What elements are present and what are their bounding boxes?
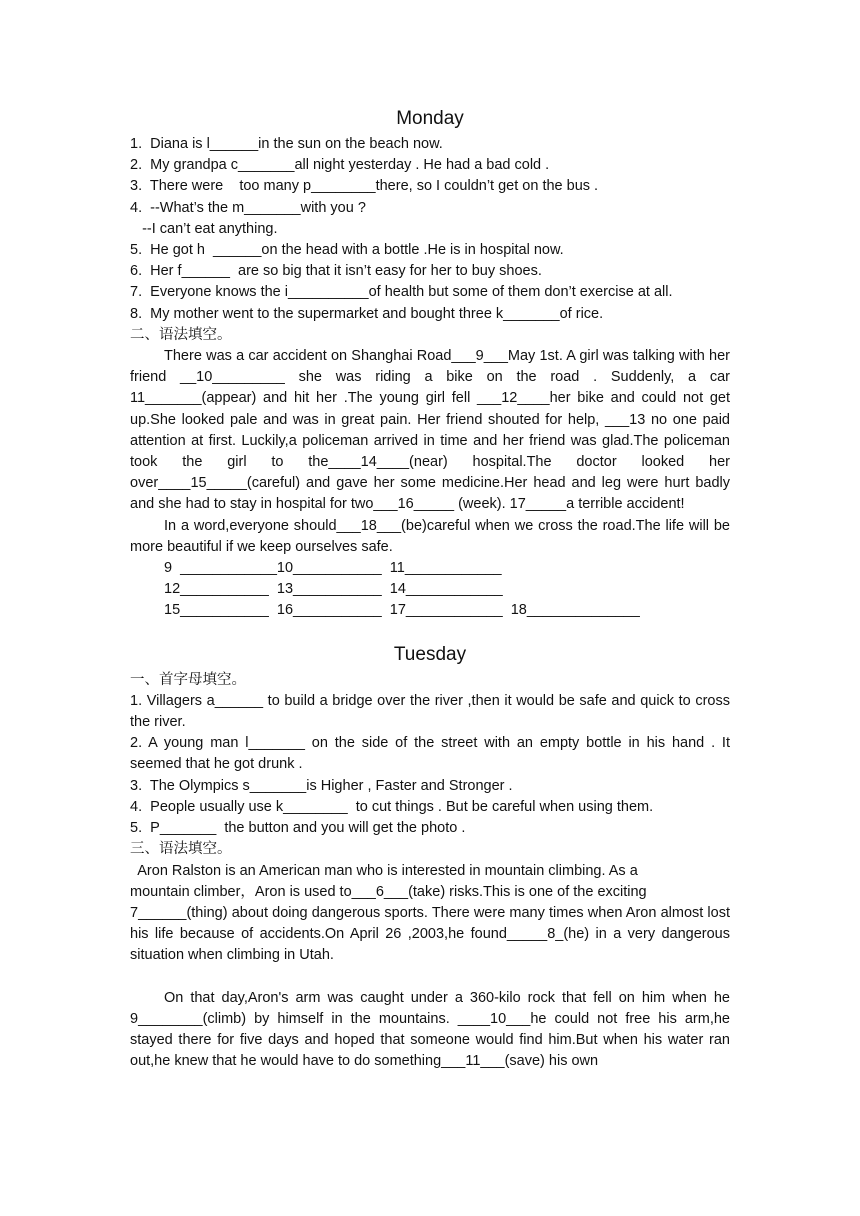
- monday-answer-row-2: 12___________ 13___________ 14____________: [164, 581, 503, 598]
- tuesday-item-4: 4. People usually use k________ to cut things . But be careful when using them.: [130, 798, 654, 815]
- monday-title: Monday: [396, 108, 464, 129]
- monday-cloze-paragraph-1: There was a car accident on Shanghai Road___9___May 1st. A girl was talking with her friend __10_________ she was riding a bike on the road . Suddenly, a car 11_______(appear) and hit her .The young girl fell ___12____her bike and could not get up.She looked pale and was in great pain. Her friend shouted for help, ___13 no one paid attention at first. Luckily,a policeman arrived in time and her friend was glad.The policeman took the girl to the____14____(near) hospital.The doctor looked her over____15_____(careful) and gave her some medicine.Her head and leg were hurt badly and she had to stay in hospital for two___16_____ (week). 17_____a terrible accident!: [130, 348, 730, 513]
- tuesday-section1-heading: 一、首字母填空。: [130, 671, 246, 688]
- monday-item-2: 2. My grandpa c_______all night yesterday . He had a bad cold .: [130, 157, 550, 174]
- monday-section2-heading: 二、语法填空。: [130, 326, 232, 343]
- tuesday-section3-heading: 三、语法填空。: [130, 841, 232, 858]
- tuesday-cloze-line-2: mountain climber，Aron is used to___6___(take) risks.This is one of the exciting: [130, 883, 647, 900]
- tuesday-item-3: 3. The Olympics s_______is Higher , Faster and Stronger .: [130, 777, 513, 794]
- monday-item-1: 1. Diana is l______in the sun on the beach now.: [130, 136, 443, 152]
- worksheet-page: [130, 104, 730, 1072]
- monday-item-5: 5. He got h ______on the head with a bottle .He is in hospital now.: [130, 242, 564, 259]
- paragraph-spacer: [130, 967, 730, 988]
- tuesday-item-1: 1. Villagers a______ to build a bridge over the river ,then it would be safe and quick to cross the river.: [130, 692, 730, 731]
- monday-item-4: 4. --What’s the m_______with you ?: [130, 199, 366, 216]
- tuesday-cloze-paragraph-2: On that day,Aron's arm was caught under a 360-kilo rock that fell on him when he 9________(climb) by himself in the mountains. ____10___he could not free his arm,he stayed there for five days and hoped that someone would find him.But when his water ran out,he knew that he would have to do something___11___(save) his own: [130, 989, 730, 1070]
- tuesday-title: Tuesday: [393, 643, 467, 665]
- tuesday-item-5: 5. P_______ the button and you will get the photo .: [130, 820, 466, 837]
- monday-item-7: 7. Everyone knows the i__________of health but some of them don’t exercise at all.: [130, 284, 673, 301]
- section-spacer: [130, 622, 730, 640]
- monday-answer-row-1: 9 ____________10___________ 11____________: [164, 560, 502, 577]
- tuesday-cloze-paragraph-1-rest: 7______(thing) about doing dangerous sports. There were many times when Aron almost lost his life because of accidents.On April 26 ,2003,he found_____8_(he) in a very dangerous situation when climbing in Utah.: [130, 904, 730, 964]
- monday-cloze-paragraph-2: In a word,everyone should___18___(be)careful when we cross the road.The life will be more beautiful if we keep ourselves safe.: [130, 517, 730, 555]
- monday-item-6: 6. Her f______ are so big that it isn’t easy for her to buy shoes.: [130, 263, 542, 280]
- tuesday-item-2: 2. A young man l_______ on the side of the street with an empty bottle in his hand . It seemed that he got drunk .: [130, 735, 730, 773]
- monday-item-3: 3. There were too many p________there, so I couldn’t get on the bus .: [130, 178, 599, 195]
- tuesday-cloze-line-1: Aron Ralston is an American man who is interested in mountain climbing. As a: [130, 862, 638, 879]
- monday-item-4-reply: --I can’t eat anything.: [130, 220, 278, 237]
- monday-answer-row-3: 15___________ 16___________ 17____________ 18______________: [164, 602, 640, 619]
- monday-item-8: 8. My mother went to the supermarket and bought three k_______of rice.: [130, 305, 604, 322]
